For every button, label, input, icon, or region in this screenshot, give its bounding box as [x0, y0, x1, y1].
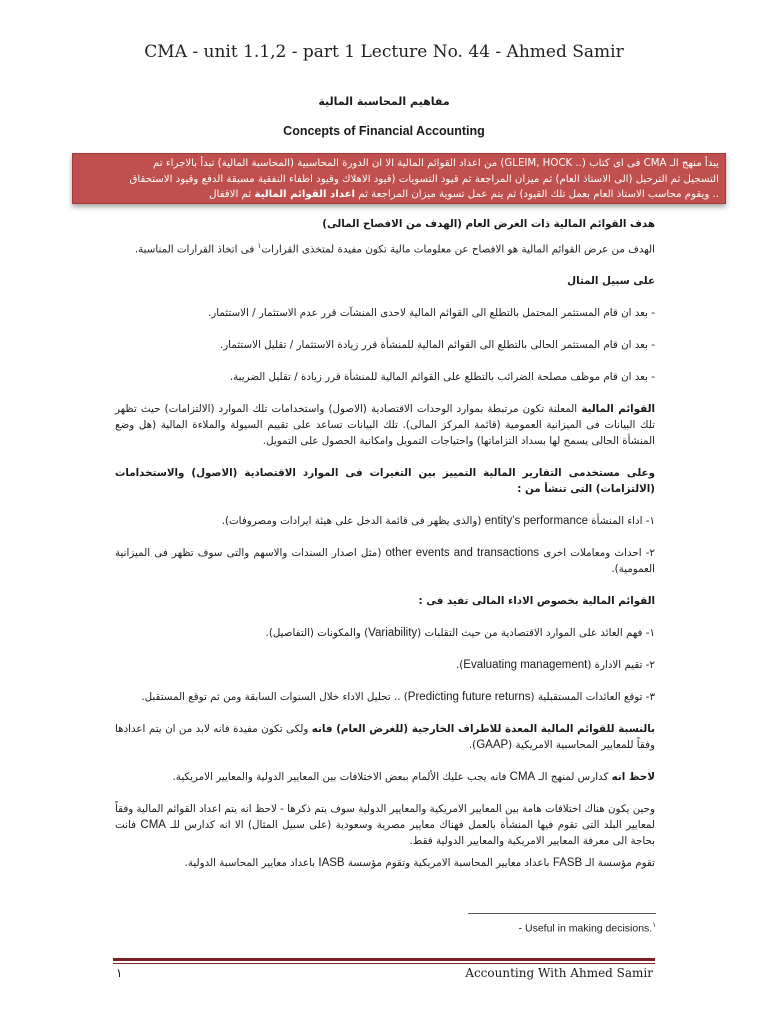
p1-text-end: ) والمكونات (التفاصيل).	[265, 627, 369, 640]
example-item-3: - بعد ان قام موظف مصلحة الضرائب بالتطلع على القوائم المالية للمنشأة قرر زيادة / تقليل الضريبة.	[229, 371, 655, 384]
diff-english-term: CMA	[140, 819, 166, 832]
footer-page-number: ١	[116, 966, 123, 980]
u2-english-term: other events and transactions	[385, 547, 540, 560]
users-item-1	[115, 513, 655, 529]
note-english-term: CMA	[509, 771, 536, 784]
p1-english-term: Variability	[368, 627, 418, 640]
users-item-2	[115, 545, 655, 577]
paragraph-gaap	[115, 721, 655, 753]
p3-text-end: ) .. تحليل الاداء خلال السنوات السابقة ومن ثم توقع المستقبل.	[141, 691, 408, 704]
note-text-end: فانه يجب عليك الألمام ببعض الاختلافات بين المعايير الدولية والمعايير الامريكية.	[172, 771, 510, 784]
u2-text-end: (مثل اصدار السندات والاسهم والتى سوف تظهر فى الميزانية العمومية).	[115, 547, 655, 576]
p2-text: ٢- تقيم الادارة (	[587, 659, 655, 672]
u1-text-end: (والذى يظهر فى قائمة الدخل على هيئة ايرادات ومصروفات).	[221, 515, 485, 528]
gaap-text: ولكى تكون مفيدة فانه لابد من ان يتم اعدادها وفقاً للمعايير المحاسبية الامريكية (	[115, 723, 655, 752]
diff-text: وحين يكون هناك اختلافات هامة بين المعايير الامريكية والمعايير الدولية سوف يتم ذكرها - لاحظ انه يتم اعداد القوائم المالية وفقاً لمعايير البلد التى تقوم فيها المنشأة بالعمل فهناك معايير مصرية وسعودية (على سبيل المثال) الا انه كدارس للـ	[115, 803, 655, 832]
example-item-1: - بعد ان قام المستثمر المحتمل بالتطلع الى القوائم المالية لاحدى المنشآت قرر عدم الاستثمار / الاستثمار.	[207, 307, 655, 320]
footnote-separator	[468, 913, 656, 914]
callout-line-3	[79, 187, 719, 203]
footnote-text: - Useful in making decisions.	[515, 922, 653, 935]
gaap-text-end: ).	[468, 739, 477, 752]
note-text: كدارس لمنهج الـ	[535, 771, 612, 784]
paragraph-note	[115, 769, 655, 785]
section-heading-users: وعلى مستخدمى التقارير المالية التمييز بين التغيرات فى الموارد الاقتصادية (الاصول) والاستخدامات (الالتزامات) التى تنشأ من :	[115, 467, 655, 496]
u1-english-term: entity’s performance	[484, 515, 588, 528]
highlight-callout-box	[72, 153, 726, 204]
footnote	[430, 921, 656, 935]
footer-rule-thin	[113, 963, 655, 964]
iasb-term: IASB	[318, 857, 345, 870]
fasb-text-end: باعداد معايير المحاسبة الدولية.	[184, 857, 319, 870]
english-title: Concepts of Financial Accounting	[283, 124, 485, 138]
section-heading-example: على سبيل المثال	[567, 275, 655, 288]
paragraph-differences	[115, 801, 655, 849]
note-bold-text: لاحظ انه	[611, 771, 655, 784]
p3-text: ٣- توقع العائدات المستقبلية (	[530, 691, 655, 704]
objective-text: الهدف من عرض القوائم المالية هو الافصاح عن معلومات مالية تكون مفيدة لمتخذى القرارات	[261, 243, 655, 256]
performance-item-2	[115, 657, 655, 673]
fasb-term: FASB	[552, 857, 583, 870]
p1-text: ١- فهم العائد على الموارد الاقتصادية من حيث التقلبات (	[417, 627, 655, 640]
footnote-number: ١	[652, 922, 656, 929]
diff-text-end: فانت بحاجة الى معرفة المعايير الامريكية والمعايير الدولية فقط.	[115, 819, 655, 848]
p2-english-term: Evaluating management	[463, 659, 588, 672]
callout-text-end: ثم الاقفال	[209, 189, 255, 200]
fasb-text: تقوم مؤسسة الـ	[582, 857, 655, 870]
document-body	[115, 216, 655, 887]
paragraph-fasb-iasb	[115, 855, 655, 871]
section-heading-performance: القوائم المالية بخصوص الاداء المالى تفيد فى :	[418, 595, 655, 608]
section-heading-objective: هدف القوائم المالية ذات الغرض العام (الهدف من الافصاح المالى)	[322, 218, 655, 230]
performance-item-3	[115, 689, 655, 705]
footnote-ref: ١	[257, 242, 262, 250]
fasb-text-mid: باعداد معايير المحاسبة الامريكية وتقوم مؤسسة	[344, 857, 553, 870]
objective-text-end: فى اتخاذ القرارات المناسبة.	[134, 243, 258, 256]
gaap-bold-text: بالنسبة للقوائم المالية المعدة للاطراف الخارجية (للغرض العام) فانه	[311, 723, 655, 736]
callout-line-2: التسجيل ثم الترحيل (الى الاستاذ العام) ثم ميزان المراجعة ثم قيود التسويات (قيود الاهلاك وقيود اطفاء النفقية مسبقة الدفع وقيود الاستحقاق	[129, 173, 719, 185]
u1-text: ١- اداء المنشأة	[588, 515, 655, 528]
example-item-2: - بعد ان قام المستثمر الحالى بالتطلع الى القوائم المالية للمنشأة قرر زيادة الاستثمار / تقليل الاستثمار.	[219, 339, 655, 352]
gaap-english-term: GAAP	[476, 739, 509, 752]
u2-text: ٢- احداث ومعاملات اخرى	[539, 547, 656, 560]
callout-emphasis: اعداد القوائم المالية	[254, 189, 356, 200]
performance-item-1	[115, 625, 655, 641]
paragraph-financial-statements	[115, 401, 655, 449]
footer-rule-thick	[113, 958, 655, 961]
p2-text-end: ).	[456, 659, 464, 672]
paragraph-objective	[115, 238, 655, 257]
page-header: CMA - unit 1.1,2 - part 1 Lecture No. 44 - Ahmed Samir	[144, 42, 624, 62]
footer-title: Accounting With Ahmed Samir	[465, 966, 653, 980]
fs-bold-term: القوائم المالية	[581, 403, 655, 416]
callout-line-1: يبدأ منهج الـ CMA فى اى كتاب (.. GLEIM, HOCK) من اعداد القوائم المالية الا ان الدورة المحاسبية (المحاسبة المالية) تبدأ بالاجراء تم	[152, 158, 719, 169]
callout-text: .. ويقوم محاسب الاستاذ العام بعمل تلك القيود) ثم يتم عمل تسوية ميزان المراجعة ثم	[355, 189, 719, 200]
fs-text: المعلنة تكون مرتبطة بموارد الوحدات الاقتصادية (الاصول) واستخدامات تلك الموارد (الالتزامات) حيث تظهر تلك البيانات فى الميزانية العمومية (قائمة المركز المالى). تلك البيانات تساعد على تقييم السيولة والملاءة المالية (هل وضع المنشأة الحالى يسمح لها بسداد التزاماتها) واحتياجات التمويل وامكانية الحصول على التمويل.	[115, 403, 655, 448]
p3-english-term: Predicting future returns	[407, 691, 531, 704]
arabic-title: مفاهيم المحاسبة المالية	[318, 95, 450, 108]
